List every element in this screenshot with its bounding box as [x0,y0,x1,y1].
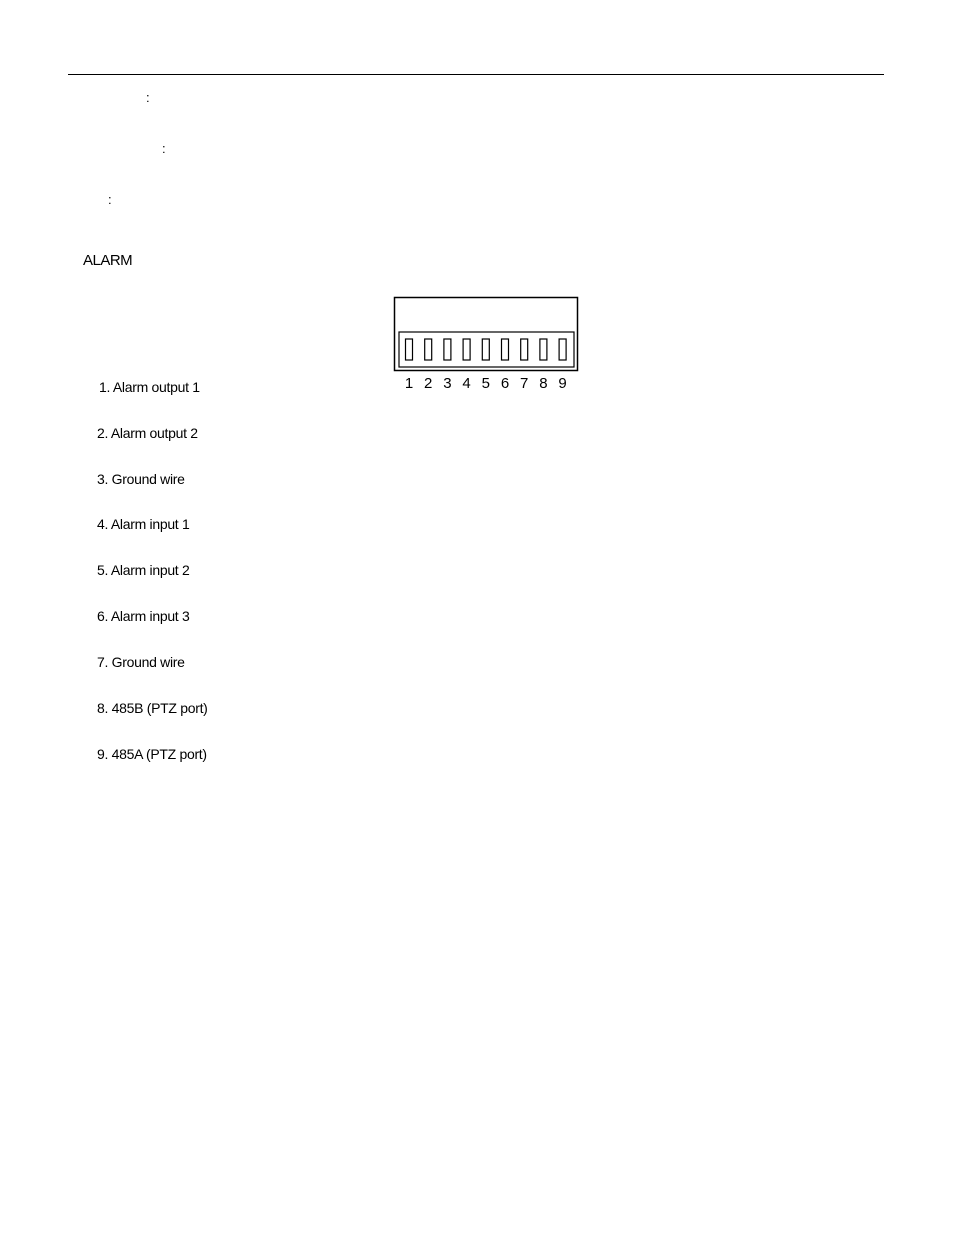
pin-slot-8 [540,339,547,360]
pin-number-5: 5 [481,375,490,392]
pin-slot-4 [463,339,470,360]
pin-slot-5 [482,339,489,360]
pin-number-1: 1 [404,375,414,392]
pin-number-4: 4 [462,375,471,392]
pin-number-7: 7 [520,375,529,392]
field-colon-1: : [146,90,150,105]
pin-number-2: 2 [424,375,433,392]
pin-slot-2 [425,339,432,360]
alarm-connector-diagram [393,296,579,394]
header-rule [68,74,884,75]
pin-item-9: 9. 485A (PTZ port) [97,746,207,762]
pin-slot-1 [406,339,413,360]
pin-number-9: 9 [558,375,567,392]
pin-item-7: 7. Ground wire [97,654,185,670]
field-colon-2: : [162,141,166,156]
pin-item-4: 4. Alarm input 1 [97,516,190,532]
pin-item-3: 3. Ground wire [97,471,185,487]
field-colon-3: : [108,192,112,207]
pin-item-6: 6. Alarm input 3 [97,608,190,624]
pin-number-8: 8 [539,375,548,392]
pin-item-2: 2. Alarm output 2 [97,425,198,441]
pin-slot-7 [521,339,528,360]
pin-number-6: 6 [500,375,510,392]
pin-slot-9 [559,339,566,360]
section-title: ALARM [83,252,133,269]
pin-item-1: 1. Alarm output 1 [99,379,200,395]
pin-slot-3 [444,339,451,360]
pin-item-8: 8. 485B (PTZ port) [97,700,208,716]
pin-slot-6 [502,339,509,360]
pin-item-5: 5. Alarm input 2 [97,562,190,578]
pin-number-3: 3 [443,375,452,392]
